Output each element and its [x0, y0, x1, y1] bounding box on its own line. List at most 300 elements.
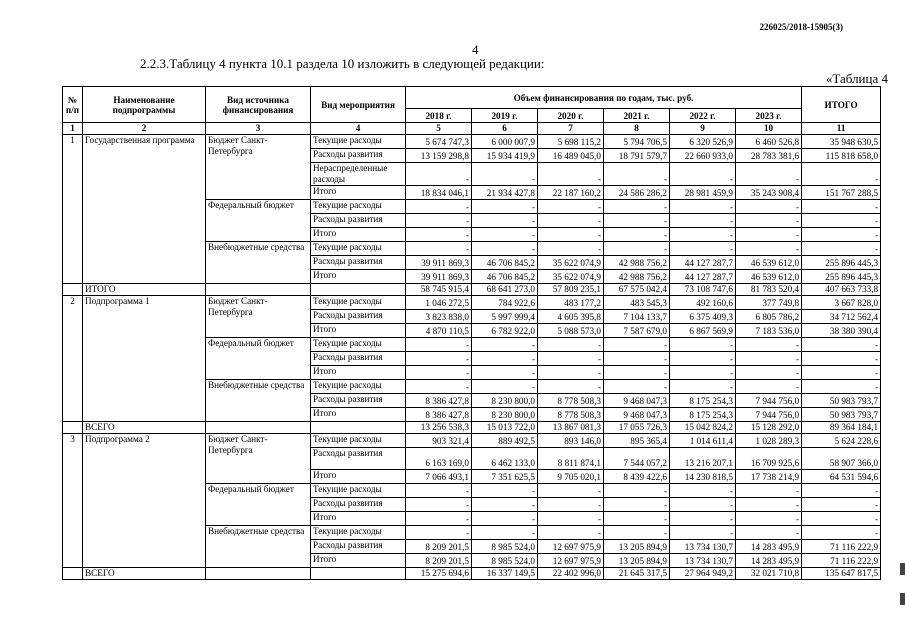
activity-type: Итого	[311, 270, 406, 284]
table-label: «Таблица 4	[825, 71, 888, 86]
year-value: -	[538, 163, 604, 186]
row-total-value: -	[802, 163, 881, 186]
year-value: 9 468 047,3	[604, 408, 670, 422]
year-value: 13 734 130,7	[670, 554, 736, 568]
year-value: -	[538, 214, 604, 228]
row-total-value: -	[802, 242, 881, 256]
year-value: 12 697 975,9	[538, 540, 604, 554]
header-financing-source: Вид источника финансирования	[206, 87, 311, 123]
activity-type: Расходы развития	[311, 540, 406, 554]
year-value: -	[736, 242, 802, 256]
year-value: 46 539 612,0	[736, 270, 802, 284]
year-value: 4 605 395,8	[538, 310, 604, 324]
column-number-5: 5	[406, 123, 472, 135]
year-value: 46 706 845,2	[472, 256, 538, 270]
year-value: -	[406, 352, 472, 366]
row-total-value: -	[802, 498, 881, 512]
section-total-value: 81 783 520,4	[736, 284, 802, 296]
year-value: -	[736, 484, 802, 498]
row-total-value: -	[802, 214, 881, 228]
header-year-5: 2022 г.	[670, 109, 736, 123]
year-value: 492 160,6	[670, 296, 736, 310]
row-total-value: 5 624 228,6	[802, 434, 881, 448]
header-year-6: 2023 г.	[736, 109, 802, 123]
year-value: 46 706 845,2	[472, 270, 538, 284]
year-value: 46 539 612,0	[736, 256, 802, 270]
section-total-value: 27 964 949,2	[670, 568, 736, 580]
year-value: -	[670, 214, 736, 228]
year-value: 893 146,0	[538, 434, 604, 448]
table-row	[63, 135, 881, 149]
year-value: 15 934 419,9	[472, 149, 538, 163]
year-value: -	[472, 352, 538, 366]
year-value: -	[538, 366, 604, 380]
year-value: 8 175 254,3	[670, 408, 736, 422]
year-value: 903 321,4	[406, 434, 472, 448]
row-total-value: 3 667 828,0	[802, 296, 881, 310]
year-value: 12 697 975,9	[538, 554, 604, 568]
year-value: -	[406, 214, 472, 228]
header-row-number: № п/п	[63, 87, 83, 123]
header-year-1: 2018 г.	[406, 109, 472, 123]
year-value: -	[538, 484, 604, 498]
column-number-8: 8	[604, 123, 670, 135]
year-value: 18 791 579,7	[604, 149, 670, 163]
row-total-value: -	[802, 526, 881, 540]
year-value: 8 209 201,5	[406, 554, 472, 568]
year-value: 8 778 508,3	[538, 394, 604, 408]
row-total-value: -	[802, 352, 881, 366]
row-total-value: -	[802, 228, 881, 242]
activity-type: Текущие расходы	[311, 338, 406, 352]
year-value: 6 867 569,9	[670, 324, 736, 338]
row-total-value: -	[802, 366, 881, 380]
year-value: 8 230 800,0	[472, 394, 538, 408]
header-year-4: 2021 г.	[604, 109, 670, 123]
year-value: 35 622 074,9	[538, 256, 604, 270]
year-value: 8 985 524,0	[472, 554, 538, 568]
financing-source: Федеральный бюджет	[206, 200, 311, 242]
activity-type: Расходы развития	[311, 352, 406, 366]
section-total-value: 68 641 273,0	[472, 284, 538, 296]
year-value: 7 183 536,0	[736, 324, 802, 338]
year-value: -	[406, 366, 472, 380]
subprogram-name: Государственная программа	[83, 135, 206, 284]
year-value: -	[472, 526, 538, 540]
year-value: 39 911 869,3	[406, 270, 472, 284]
year-value: -	[538, 338, 604, 352]
row-total-value: 34 712 562,4	[802, 310, 881, 324]
year-value: -	[472, 484, 538, 498]
year-value: 16 709 925,6	[736, 448, 802, 470]
section-total-value: 13 256 538,3	[406, 422, 472, 434]
year-value: -	[472, 366, 538, 380]
section-total-value: 17 055 726,3	[604, 422, 670, 434]
year-value: -	[736, 352, 802, 366]
activity-type: Расходы развития	[311, 256, 406, 270]
year-value: -	[538, 242, 604, 256]
year-value: -	[604, 242, 670, 256]
year-value: 21 934 427,8	[472, 186, 538, 200]
empty-cell	[206, 422, 311, 434]
header-activity-type: Вид мероприятия	[311, 87, 406, 123]
activity-type: Текущие расходы	[311, 135, 406, 149]
year-value: -	[538, 512, 604, 526]
year-value: -	[736, 163, 802, 186]
header-subprogram-name: Наименование подпрограммы	[83, 87, 206, 123]
year-value: 22 187 160,2	[538, 186, 604, 200]
row-total-value: 71 116 222,9	[802, 554, 881, 568]
year-value: 13 734 130,7	[670, 540, 736, 554]
year-value: 1 046 272,5	[406, 296, 472, 310]
year-value: 9 468 047,3	[604, 394, 670, 408]
year-value: -	[538, 498, 604, 512]
financing-source: Федеральный бюджет	[206, 484, 311, 526]
column-number-4: 4	[311, 123, 406, 135]
year-value: -	[604, 366, 670, 380]
year-value: 28 981 459,9	[670, 186, 736, 200]
page-edge-mark	[900, 593, 905, 605]
activity-type: Текущие расходы	[311, 434, 406, 448]
year-value: 8 209 201,5	[406, 540, 472, 554]
column-number-1: 1	[63, 123, 83, 135]
year-value: -	[538, 200, 604, 214]
section-total-value: 57 809 235,1	[538, 284, 604, 296]
year-value: -	[472, 380, 538, 394]
activity-type: Текущие расходы	[311, 526, 406, 540]
year-value: 6 320 526,9	[670, 135, 736, 149]
year-value: -	[670, 498, 736, 512]
year-value: 14 283 495,9	[736, 554, 802, 568]
year-value: 889 492,5	[472, 434, 538, 448]
activity-type: Текущие расходы	[311, 484, 406, 498]
year-value: 13 216 207,1	[670, 448, 736, 470]
year-value: -	[406, 242, 472, 256]
section-total-value: 67 575 042,4	[604, 284, 670, 296]
year-value: 377 749,8	[736, 296, 802, 310]
year-value: -	[538, 380, 604, 394]
year-value: 18 834 046,1	[406, 186, 472, 200]
section-total-value: 13 867 081,3	[538, 422, 604, 434]
section-total-value: 22 402 996,0	[538, 568, 604, 580]
year-value: -	[406, 512, 472, 526]
year-value: -	[736, 380, 802, 394]
column-number-7: 7	[538, 123, 604, 135]
row-total-value: 64 531 594,6	[802, 470, 881, 484]
section-total-value: 58 745 915,4	[406, 284, 472, 296]
year-value: -	[406, 498, 472, 512]
section-total-row	[63, 568, 881, 580]
year-value: 7 587 679,0	[604, 324, 670, 338]
row-total-value: 255 896 445,3	[802, 270, 881, 284]
year-value: -	[604, 338, 670, 352]
activity-type: Итого	[311, 470, 406, 484]
year-value: -	[736, 228, 802, 242]
financing-source: Бюджет Санкт-Петербурга	[206, 434, 311, 484]
row-total-value: 255 896 445,3	[802, 256, 881, 270]
activity-type: Итого	[311, 228, 406, 242]
year-value: -	[670, 526, 736, 540]
year-value: 3 823 838,0	[406, 310, 472, 324]
year-value: -	[670, 338, 736, 352]
section-total-value: 21 645 317,5	[604, 568, 670, 580]
activity-type: Текущие расходы	[311, 242, 406, 256]
column-number-10: 10	[736, 123, 802, 135]
column-number-6: 6	[472, 123, 538, 135]
section-total-value: 15 042 824,2	[670, 422, 736, 434]
year-value: -	[604, 380, 670, 394]
section-total-value: 89 364 184,1	[802, 422, 881, 434]
year-value: 44 127 287,7	[670, 256, 736, 270]
year-value: 1 014 611,4	[670, 434, 736, 448]
empty-cell	[206, 284, 311, 296]
year-value: 8 811 874,1	[538, 448, 604, 470]
year-value: -	[472, 200, 538, 214]
activity-type: Итого	[311, 186, 406, 200]
year-value: 6 805 786,2	[736, 310, 802, 324]
year-value: -	[736, 366, 802, 380]
year-value: -	[472, 498, 538, 512]
activity-type: Итого	[311, 408, 406, 422]
year-value: -	[406, 163, 472, 186]
financing-source: Бюджет Санкт-Петербурга	[206, 296, 311, 338]
table-row	[63, 296, 881, 310]
activity-type: Расходы развития	[311, 214, 406, 228]
row-total-value: -	[802, 380, 881, 394]
year-value: 14 230 818,5	[670, 470, 736, 484]
year-value: 7 944 756,0	[736, 394, 802, 408]
year-value: 35 243 908,4	[736, 186, 802, 200]
row-number: 3	[63, 434, 83, 568]
empty-cell	[311, 422, 406, 434]
financing-source: Внебюджетные средства	[206, 380, 311, 422]
year-value: 24 586 286,2	[604, 186, 670, 200]
year-value: 8 230 800,0	[472, 408, 538, 422]
section-total-value: 407 663 733,8	[802, 284, 881, 296]
year-value: -	[736, 338, 802, 352]
year-value: -	[670, 228, 736, 242]
section-total-value: 73 108 747,6	[670, 284, 736, 296]
year-value: 13 205 894,9	[604, 554, 670, 568]
empty-cell	[63, 422, 83, 434]
activity-type: Расходы развития	[311, 448, 406, 470]
row-total-value: 115 818 658,0	[802, 149, 881, 163]
row-number: 1	[63, 135, 83, 284]
year-value: 14 283 495,9	[736, 540, 802, 554]
year-value: 1 028 289,3	[736, 434, 802, 448]
year-value: 895 365,4	[604, 434, 670, 448]
activity-type: Расходы развития	[311, 394, 406, 408]
year-value: 8 985 524,0	[472, 540, 538, 554]
row-total-value: 38 380 390,4	[802, 324, 881, 338]
year-value: -	[472, 163, 538, 186]
activity-type: Итого	[311, 554, 406, 568]
year-value: 35 622 074,9	[538, 270, 604, 284]
year-value: -	[472, 214, 538, 228]
year-value: -	[406, 200, 472, 214]
year-value: -	[670, 352, 736, 366]
section-total-row	[63, 284, 881, 296]
column-number-9: 9	[670, 123, 736, 135]
row-total-value: -	[802, 338, 881, 352]
financing-source: Внебюджетные средства	[206, 242, 311, 284]
row-total-value: 35 948 630,5	[802, 135, 881, 149]
document-registration-number: 226025/2018-15905(3)	[759, 22, 843, 32]
section-total-label: ИТОГО	[83, 284, 206, 296]
year-value: 6 460 526,8	[736, 135, 802, 149]
activity-type: Итого	[311, 324, 406, 338]
year-value: -	[604, 526, 670, 540]
empty-cell	[63, 568, 83, 580]
year-value: 8 386 427,8	[406, 394, 472, 408]
row-total-value: -	[802, 484, 881, 498]
year-value: 13 205 894,9	[604, 540, 670, 554]
year-value: -	[472, 242, 538, 256]
year-value: -	[406, 526, 472, 540]
year-value: 5 674 747,3	[406, 135, 472, 149]
year-value: -	[670, 484, 736, 498]
header-year-2: 2019 г.	[472, 109, 538, 123]
year-value: 8 175 254,3	[670, 394, 736, 408]
year-value: -	[604, 484, 670, 498]
year-value: 16 489 045,0	[538, 149, 604, 163]
page-number: 4	[472, 42, 479, 57]
year-value: -	[670, 242, 736, 256]
year-value: -	[670, 163, 736, 186]
row-number: 2	[63, 296, 83, 422]
subprogram-name: Подпрограмма 2	[83, 434, 206, 568]
section-total-value: 32 021 710,8	[736, 568, 802, 580]
header-total: ИТОГО	[802, 87, 881, 123]
column-number-3: 3	[206, 123, 311, 135]
row-total-value: 50 983 793,7	[802, 408, 881, 422]
year-value: 4 870 110,5	[406, 324, 472, 338]
header-financing-volume: Объем финансирования по годам, тыс. руб.	[406, 87, 802, 109]
column-number-11: 11	[802, 123, 881, 135]
year-value: -	[472, 512, 538, 526]
year-value: 9 705 020,1	[538, 470, 604, 484]
year-value: -	[736, 512, 802, 526]
year-value: -	[604, 228, 670, 242]
year-value: 8 386 427,8	[406, 408, 472, 422]
activity-type: Итого	[311, 366, 406, 380]
empty-cell	[63, 284, 83, 296]
row-total-value: 58 907 366,0	[802, 448, 881, 470]
activity-type: Текущие расходы	[311, 296, 406, 310]
year-value: 5 794 706,5	[604, 135, 670, 149]
year-value: 39 911 869,3	[406, 256, 472, 270]
year-value: 8 778 508,3	[538, 408, 604, 422]
year-value: -	[472, 228, 538, 242]
year-value: -	[736, 200, 802, 214]
section-total-value: 16 337 149,5	[472, 568, 538, 580]
financing-table	[62, 86, 881, 580]
empty-cell	[206, 568, 311, 580]
activity-type: Расходы развития	[311, 498, 406, 512]
empty-cell	[311, 568, 406, 580]
activity-type: Текущие расходы	[311, 200, 406, 214]
year-value: 6 462 133,0	[472, 448, 538, 470]
year-value: 5 088 573,0	[538, 324, 604, 338]
financing-source: Внебюджетные средства	[206, 526, 311, 568]
year-value: 28 783 381,6	[736, 149, 802, 163]
year-value: 7 944 756,0	[736, 408, 802, 422]
table-row	[63, 434, 881, 448]
year-value: 17 738 214,9	[736, 470, 802, 484]
year-value: -	[736, 214, 802, 228]
year-value: -	[406, 484, 472, 498]
subprogram-name: Подпрограмма 1	[83, 296, 206, 422]
year-value: -	[538, 526, 604, 540]
activity-type: Нераспределенные расходы	[311, 163, 406, 186]
year-value: 6 782 922,0	[472, 324, 538, 338]
year-value: 5 997 999,4	[472, 310, 538, 324]
row-total-value: 71 116 222,9	[802, 540, 881, 554]
year-value: -	[604, 512, 670, 526]
page-edge-mark	[900, 563, 905, 575]
year-value: -	[736, 526, 802, 540]
header-year-3: 2020 г.	[538, 109, 604, 123]
row-total-value: 50 983 793,7	[802, 394, 881, 408]
activity-type: Расходы развития	[311, 310, 406, 324]
activity-type: Расходы развития	[311, 149, 406, 163]
year-value: 8 439 422,6	[604, 470, 670, 484]
year-value: -	[406, 380, 472, 394]
year-value: 42 988 756,2	[604, 256, 670, 270]
financing-source: Федеральный бюджет	[206, 338, 311, 380]
section-total-row	[63, 422, 881, 434]
section-total-label: ВСЕГО	[83, 422, 206, 434]
year-value: -	[538, 352, 604, 366]
year-value: 6 163 169,0	[406, 448, 472, 470]
year-value: -	[604, 214, 670, 228]
year-value: 483 177,2	[538, 296, 604, 310]
section-total-value: 135 647 817,5	[802, 568, 881, 580]
year-value: -	[670, 366, 736, 380]
column-number-2: 2	[83, 123, 206, 135]
year-value: 7 544 057,2	[604, 448, 670, 470]
year-value: 784 922,6	[472, 296, 538, 310]
row-total-value: -	[802, 512, 881, 526]
year-value: -	[736, 498, 802, 512]
section-total-label: ВСЕГО	[83, 568, 206, 580]
year-value: 13 159 298,8	[406, 149, 472, 163]
financing-source: Бюджет Санкт-Петербурга	[206, 135, 311, 200]
year-value: -	[604, 200, 670, 214]
year-value: 6 375 409,3	[670, 310, 736, 324]
year-value: 7 066 493,1	[406, 470, 472, 484]
section-total-value: 15 013 722,0	[472, 422, 538, 434]
year-value: -	[406, 338, 472, 352]
year-value: 7 351 625,5	[472, 470, 538, 484]
section-total-value: 15 275 694,6	[406, 568, 472, 580]
year-value: 42 988 756,2	[604, 270, 670, 284]
year-value: -	[472, 338, 538, 352]
section-total-value: 15 128 292,0	[736, 422, 802, 434]
year-value: -	[538, 228, 604, 242]
year-value: -	[604, 352, 670, 366]
row-total-value: -	[802, 200, 881, 214]
year-value: 22 660 933,0	[670, 149, 736, 163]
year-value: -	[604, 498, 670, 512]
year-value: 5 698 115,2	[538, 135, 604, 149]
activity-type: Итого	[311, 512, 406, 526]
year-value: 44 127 287,7	[670, 270, 736, 284]
year-value: -	[670, 512, 736, 526]
year-value: -	[406, 228, 472, 242]
year-value: -	[604, 163, 670, 186]
year-value: -	[670, 380, 736, 394]
